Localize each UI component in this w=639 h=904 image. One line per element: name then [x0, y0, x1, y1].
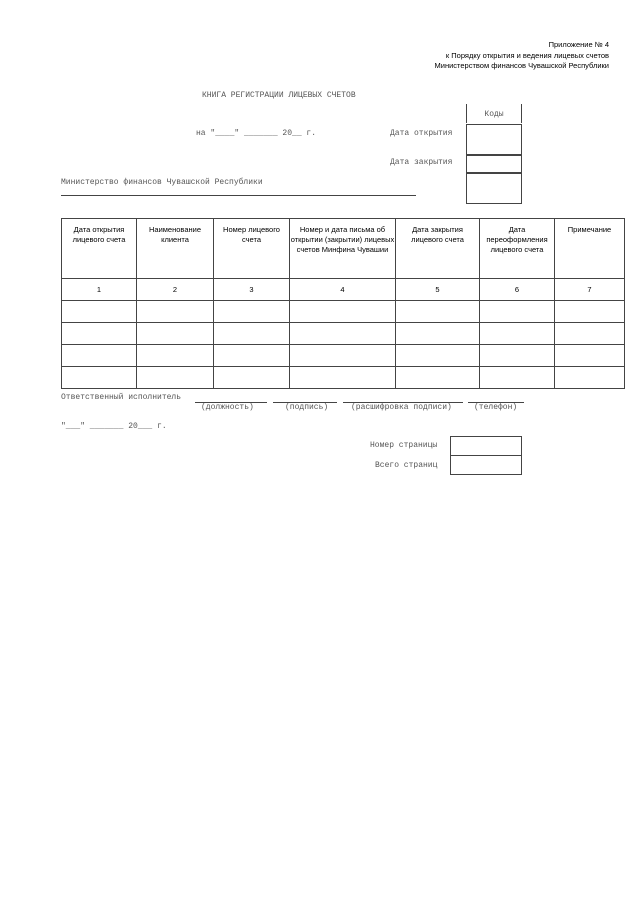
- table-cell[interactable]: [396, 323, 480, 345]
- table-cell[interactable]: [62, 345, 137, 367]
- column-header: Дата переоформления лицевого счета: [480, 219, 555, 279]
- extra-code-cell[interactable]: [466, 172, 522, 204]
- responsible-label: Ответственный исполнитель: [61, 393, 182, 402]
- appendix-line-3: Министерством финансов Чувашской Республики: [434, 61, 609, 70]
- table-cell[interactable]: [555, 301, 625, 323]
- table-cell[interactable]: [137, 301, 214, 323]
- table-row: [62, 367, 625, 389]
- total-pages-cell[interactable]: [450, 456, 522, 475]
- table-cell[interactable]: [290, 367, 396, 389]
- table-cell[interactable]: [555, 345, 625, 367]
- table-row: [62, 323, 625, 345]
- codes-box: [466, 104, 522, 202]
- table-cell[interactable]: [555, 367, 625, 389]
- register-table: [61, 218, 625, 389]
- table-row: [62, 345, 625, 367]
- appendix-block: [435, 40, 609, 72]
- table-cell[interactable]: [214, 323, 290, 345]
- appendix-line-1: Приложение № 4: [548, 40, 609, 49]
- column-number: 1: [62, 279, 137, 301]
- table-cell[interactable]: [62, 367, 137, 389]
- column-header: Примечание: [555, 219, 625, 279]
- column-header: Наименование клиента: [137, 219, 214, 279]
- table-cell[interactable]: [137, 323, 214, 345]
- column-number: 2: [137, 279, 214, 301]
- column-number-row: [62, 279, 625, 301]
- table-cell[interactable]: [396, 367, 480, 389]
- total-pages-label: Всего страниц: [375, 461, 438, 470]
- closing-date-label: Дата закрытия: [390, 158, 453, 167]
- appendix-line-2: к Порядку открытия и ведения лицевых счетов: [445, 50, 609, 60]
- table-cell[interactable]: [480, 301, 555, 323]
- table-row: [62, 301, 625, 323]
- decoding-caption: (расшифровка подписи): [351, 403, 452, 412]
- table-cell[interactable]: [62, 301, 137, 323]
- table-cell[interactable]: [290, 345, 396, 367]
- column-number: 5: [396, 279, 480, 301]
- table-cell[interactable]: [62, 323, 137, 345]
- table-cell[interactable]: [137, 345, 214, 367]
- column-number: 4: [290, 279, 396, 301]
- page-box: [450, 436, 522, 475]
- phone-caption: (телефон): [474, 403, 518, 412]
- page-number-label: Номер страницы: [370, 441, 438, 450]
- table-cell[interactable]: [555, 323, 625, 345]
- table-cell[interactable]: [480, 323, 555, 345]
- column-header: Номер лицевого счета: [214, 219, 290, 279]
- ministry-underline: [61, 195, 416, 196]
- table-header-row: [62, 219, 625, 279]
- column-number: 6: [480, 279, 555, 301]
- document-title: КНИГА РЕГИСТРАЦИИ ЛИЦЕВЫХ СЧЕТОВ: [202, 91, 356, 100]
- table-cell[interactable]: [214, 301, 290, 323]
- column-header: Дата закрытия лицевого счета: [396, 219, 480, 279]
- table-cell[interactable]: [396, 345, 480, 367]
- table-cell[interactable]: [480, 367, 555, 389]
- bottom-date: "___" _______ 20___ г.: [61, 422, 167, 431]
- column-number: 7: [555, 279, 625, 301]
- table-cell[interactable]: [290, 323, 396, 345]
- date-line: на "____" _______ 20__ г.: [196, 129, 317, 138]
- opening-date-cell[interactable]: [466, 124, 522, 156]
- table-cell[interactable]: [480, 345, 555, 367]
- table-cell[interactable]: [214, 367, 290, 389]
- signature-caption: (подпись): [285, 403, 329, 412]
- codes-header: Коды: [466, 104, 522, 123]
- page-number-cell[interactable]: [450, 436, 522, 456]
- column-number: 3: [214, 279, 290, 301]
- table-cell[interactable]: [137, 367, 214, 389]
- opening-date-label: Дата открытия: [390, 129, 453, 138]
- closing-date-cell[interactable]: [466, 154, 522, 174]
- position-caption: (должность): [201, 403, 254, 412]
- table-cell[interactable]: [290, 301, 396, 323]
- table-cell[interactable]: [396, 301, 480, 323]
- ministry-name: Министерство финансов Чувашской Республики: [61, 178, 263, 187]
- column-header: Дата открытия лицевого счета: [62, 219, 137, 279]
- column-header: Номер и дата письма об открытии (закрытии) лицевых счетов Минфина Чувашии: [290, 219, 396, 279]
- table-cell[interactable]: [214, 345, 290, 367]
